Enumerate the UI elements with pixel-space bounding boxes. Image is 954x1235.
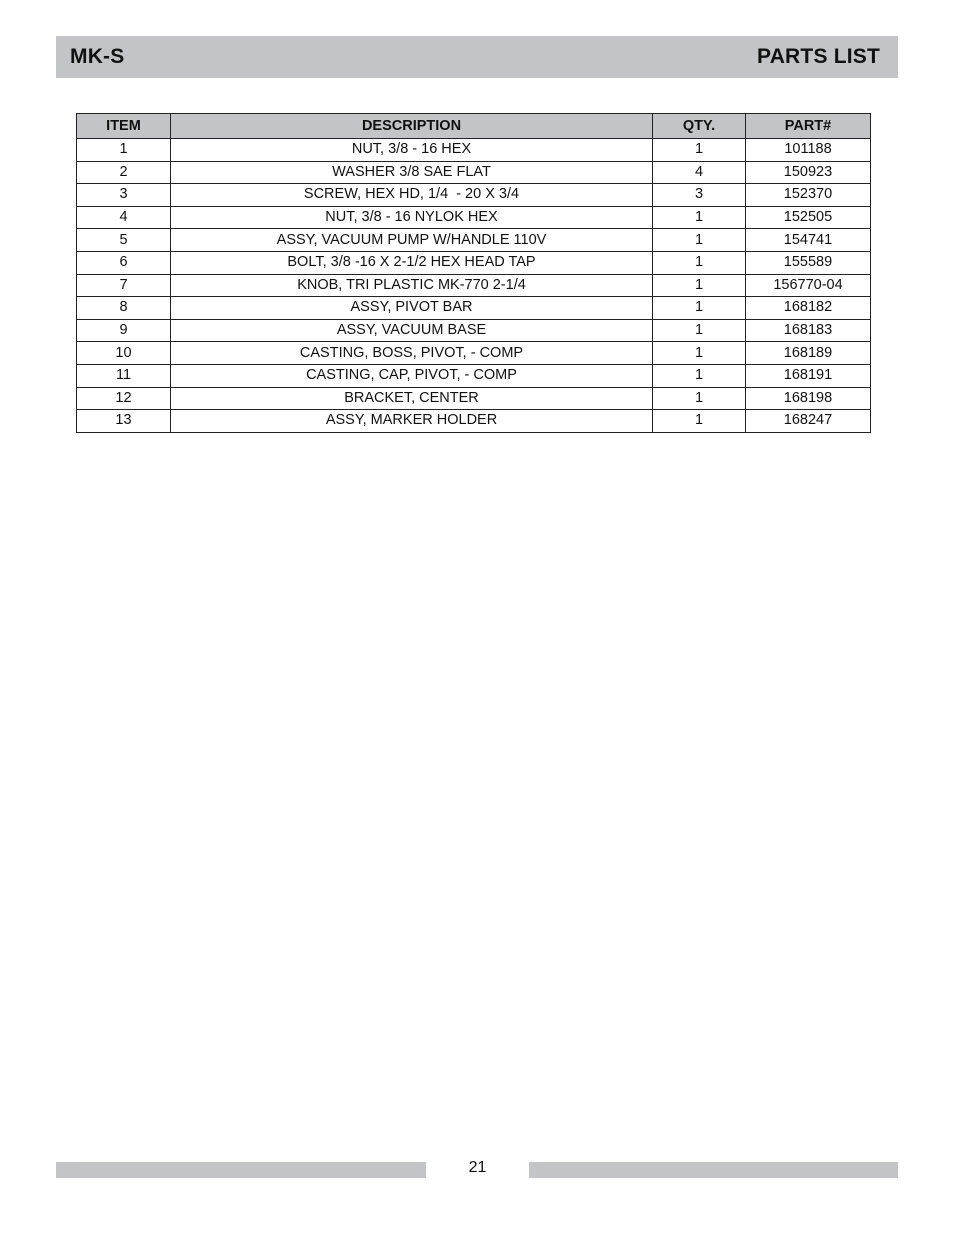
cell-description: KNOB, TRI PLASTIC MK-770 2-1/4 (171, 274, 653, 297)
table-row (77, 364, 871, 387)
table-row (77, 274, 871, 297)
cell-part: 152505 (746, 206, 871, 229)
cell-qty: 1 (653, 206, 746, 229)
table-row (77, 206, 871, 229)
cell-part: 152370 (746, 184, 871, 207)
cell-item: 6 (77, 251, 171, 274)
page-number: 21 (468, 1159, 487, 1176)
footer-bar-right (529, 1162, 898, 1178)
cell-part: 101188 (746, 139, 871, 162)
column-header-item: ITEM (77, 114, 171, 139)
cell-qty: 3 (653, 184, 746, 207)
table-row (77, 184, 871, 207)
parts-table (76, 113, 871, 433)
cell-qty: 1 (653, 251, 746, 274)
footer-bar-left (56, 1162, 426, 1178)
cell-description: ASSY, VACUUM PUMP W/HANDLE 110V (171, 229, 653, 252)
cell-item: 11 (77, 364, 171, 387)
table-row (77, 161, 871, 184)
cell-item: 8 (77, 297, 171, 320)
cell-item: 3 (77, 184, 171, 207)
cell-description: NUT, 3/8 - 16 NYLOK HEX (171, 206, 653, 229)
cell-qty: 1 (653, 274, 746, 297)
table-row (77, 297, 871, 320)
cell-item: 10 (77, 342, 171, 365)
cell-part: 168182 (746, 297, 871, 320)
section-title: PARTS LIST (757, 45, 880, 68)
cell-qty: 1 (653, 342, 746, 365)
table-row (77, 387, 871, 410)
cell-part: 168191 (746, 364, 871, 387)
cell-part: 156770-04 (746, 274, 871, 297)
table-row (77, 342, 871, 365)
cell-part: 168247 (746, 410, 871, 433)
cell-qty: 1 (653, 297, 746, 320)
cell-item: 12 (77, 387, 171, 410)
cell-item: 13 (77, 410, 171, 433)
cell-description: ASSY, VACUUM BASE (171, 319, 653, 342)
table-row (77, 319, 871, 342)
cell-qty: 4 (653, 161, 746, 184)
table-header-row (77, 114, 871, 139)
cell-description: WASHER 3/8 SAE FLAT (171, 161, 653, 184)
cell-part: 154741 (746, 229, 871, 252)
cell-part: 155589 (746, 251, 871, 274)
cell-qty: 1 (653, 410, 746, 433)
table-row (77, 410, 871, 433)
cell-description: CASTING, BOSS, PIVOT, - COMP (171, 342, 653, 365)
cell-description: SCREW, HEX HD, 1/4 - 20 X 3/4 (171, 184, 653, 207)
header-bar (56, 36, 898, 78)
cell-description: BOLT, 3/8 -16 X 2-1/2 HEX HEAD TAP (171, 251, 653, 274)
column-header-qty: QTY. (653, 114, 746, 139)
cell-description: BRACKET, CENTER (171, 387, 653, 410)
cell-part: 150923 (746, 161, 871, 184)
table-row (77, 229, 871, 252)
cell-item: 9 (77, 319, 171, 342)
cell-item: 5 (77, 229, 171, 252)
cell-item: 1 (77, 139, 171, 162)
column-header-part: PART# (746, 114, 871, 139)
model-title: MK-S (70, 45, 125, 68)
cell-description: CASTING, CAP, PIVOT, - COMP (171, 364, 653, 387)
cell-qty: 1 (653, 319, 746, 342)
cell-part: 168183 (746, 319, 871, 342)
cell-description: ASSY, MARKER HOLDER (171, 410, 653, 433)
cell-qty: 1 (653, 387, 746, 410)
cell-part: 168198 (746, 387, 871, 410)
column-header-description: DESCRIPTION (171, 114, 653, 139)
cell-qty: 1 (653, 364, 746, 387)
cell-item: 7 (77, 274, 171, 297)
cell-part: 168189 (746, 342, 871, 365)
cell-qty: 1 (653, 139, 746, 162)
table-row (77, 251, 871, 274)
cell-description: NUT, 3/8 - 16 HEX (171, 139, 653, 162)
cell-item: 4 (77, 206, 171, 229)
cell-item: 2 (77, 161, 171, 184)
cell-qty: 1 (653, 229, 746, 252)
cell-description: ASSY, PIVOT BAR (171, 297, 653, 320)
table-row (77, 139, 871, 162)
